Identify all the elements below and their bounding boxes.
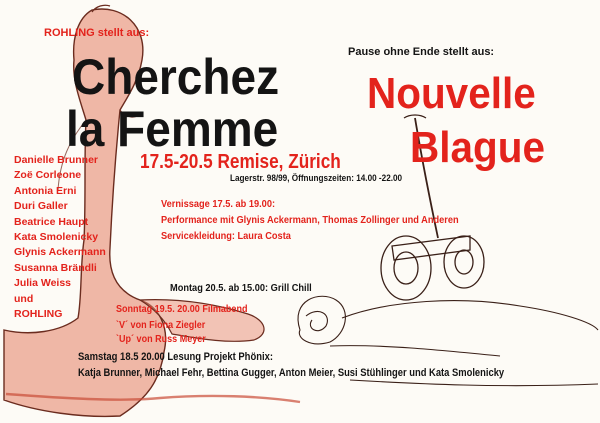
- artist-list: [14, 153, 106, 322]
- artist-name: ROHLING: [14, 308, 63, 321]
- vernissage-line: Vernissage 17.5. ab 19.00:: [161, 198, 276, 210]
- reading-line: Samstag 18.5 20.00 Lesung Projekt Phönix:: [78, 351, 274, 363]
- address-hours: Lagerstr. 98/99, Öffnungszeiten: 14.00 -22.00: [230, 173, 403, 184]
- service-line: Servicekleidung: Laura Costa: [161, 230, 291, 242]
- right-show-title-line-1: Nouvelle: [367, 69, 536, 118]
- film-evening-line: Sonntag 19.5. 20.00 Filmabend: [116, 303, 248, 315]
- artist-name: Danielle Brunner: [14, 154, 99, 166]
- artist-name: Susanna Brändli: [14, 261, 97, 274]
- artist-list-conjunction: und: [14, 292, 34, 305]
- film-title-line: `Up´ von Russ Meyer: [116, 333, 206, 345]
- performance-line: Performance mit Glynis Ackermann, Thomas Zollinger und Anderen: [161, 214, 459, 226]
- artist-name: Duri Galler: [14, 200, 68, 213]
- left-show-title-line-1: Cherchez: [72, 49, 280, 105]
- artist-name: Kata Smolenicky: [14, 231, 99, 244]
- grill-line: Montag 20.5. ab 15.00: Grill Chill: [170, 282, 312, 294]
- readers-line: Katja Brunner, Michael Fehr, Bettina Gugger, Anton Meier, Susi Stühlinger und Kata Smolenicky: [78, 367, 505, 379]
- artist-name: Zoë Corleone: [14, 169, 82, 182]
- film-title-line: `V´ von Fiona Ziegler: [116, 319, 206, 331]
- artist-name: Beatrice Haupt: [14, 215, 89, 228]
- right-show-title-line-2: Blague: [410, 123, 545, 172]
- left-show-title-line-2: la Femme: [66, 101, 279, 157]
- right-show-presenter: Pause ohne Ende stellt aus:: [348, 46, 495, 58]
- dates-venue: 17.5-20.5 Remise, Zürich: [140, 151, 341, 173]
- left-show-presenter: ROHLING stellt aus:: [44, 27, 150, 39]
- artist-name: Glynis Ackermann: [14, 246, 106, 259]
- artist-name: Antonia Erni: [14, 184, 77, 197]
- artist-name: Julia Weiss: [14, 277, 72, 290]
